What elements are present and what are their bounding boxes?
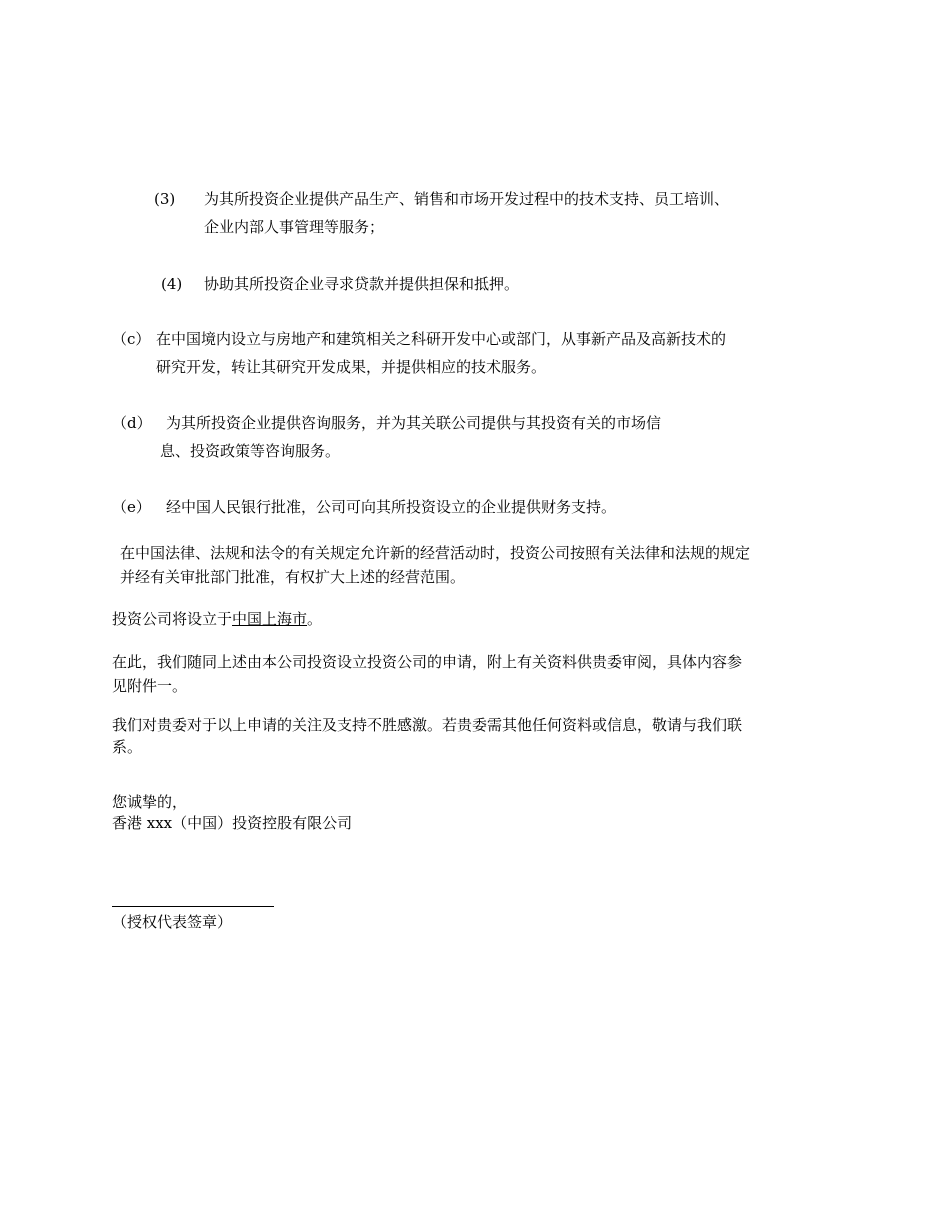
application-paragraph-line1: 在此，我们随同上述由本公司投资设立投资公司的申请，附上有关资料供贵委审阅，具体内容参 xyxy=(112,653,743,671)
closing-company: 香港 xxx（中国）投资控股有限公司 xyxy=(112,814,353,832)
item-c-text-line1: 在中国境内设立与房地产和建筑相关之科研开发中心或部门，从事新产品及高新技术的 xyxy=(156,330,727,348)
location-prefix: 投资公司将设立于 xyxy=(112,610,233,628)
item-3-text-line1: 为其所投资企业提供产品生产、销售和市场开发过程中的技术支持、员工培训、 xyxy=(204,190,730,208)
closing-salutation: 您诚挚的， xyxy=(112,793,188,811)
item-c-marker: （c） xyxy=(112,330,151,348)
location-suffix: 。 xyxy=(307,610,323,628)
location-sentence xyxy=(112,607,322,631)
item-d-marker: （d） xyxy=(112,414,152,432)
thanks-paragraph-line2: 系。 xyxy=(112,738,143,756)
signature-caption: （授权代表签章） xyxy=(112,913,233,931)
scope-paragraph-line2: 并经有关审批部门批准，有权扩大上述的经营范围。 xyxy=(120,568,466,586)
thanks-paragraph-line1: 我们对贵委对于以上申请的关注及支持不胜感激。若贵委需其他任何资料或信息，敬请与我们联 xyxy=(112,716,743,734)
application-paragraph-line2: 见附件一。 xyxy=(112,677,188,695)
signature-line xyxy=(112,906,274,907)
scope-paragraph-line1: 在中国法律、法规和法令的有关规定允许新的经营活动时，投资公司按照有关法律和法规的规定 xyxy=(120,544,751,562)
item-3-marker: (3) xyxy=(154,190,176,208)
item-4-marker: (4) xyxy=(161,275,183,293)
item-c-text-line2: 研究开发，转让其研究开发成果，并提供相应的技术服务。 xyxy=(156,358,547,376)
item-3-text-line2: 企业内部人事管理等服务； xyxy=(204,218,385,236)
item-e-marker: （e） xyxy=(112,498,151,516)
item-d-text-line2: 息、投资政策等咨询服务。 xyxy=(160,442,341,460)
location-place: 中国上海市 xyxy=(232,610,308,628)
item-e-text-line1: 经中国人民银行批准，公司可向其所投资设立的企业提供财务支持。 xyxy=(166,498,617,516)
item-4-text-line1: 协助其所投资企业寻求贷款并提供担保和抵押。 xyxy=(204,275,520,293)
item-d-text-line1: 为其所投资企业提供咨询服务，并为其关联公司提供与其投资有关的市场信 xyxy=(166,414,662,432)
